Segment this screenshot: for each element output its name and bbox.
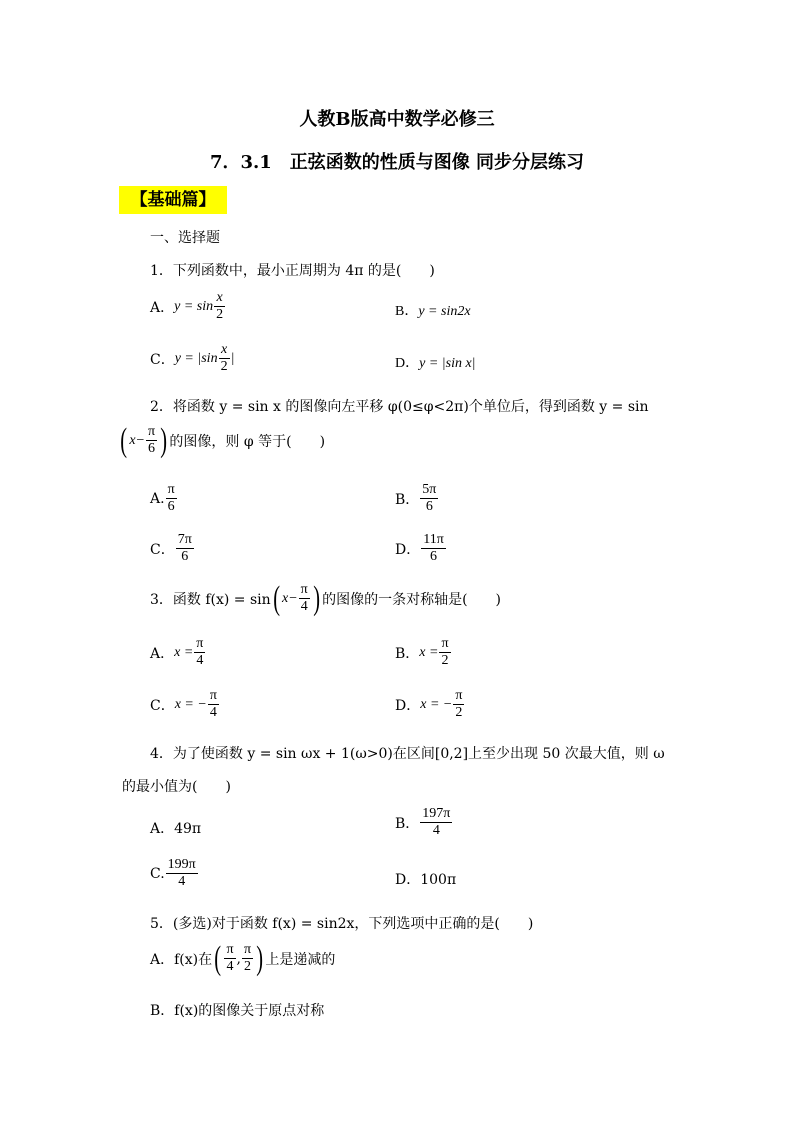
q2-a-den: 6 [167,499,175,514]
q1-a-num: x [214,290,225,307]
q3-right-paren: ) [313,579,320,617]
q1-c-tail: | [230,350,235,366]
q3-a-num: π [196,636,204,651]
q1-option-a [150,290,226,323]
q2-c-num: 7π [177,532,192,547]
document-title: 人教B版高中数学必修三 [299,109,495,130]
q2-num: π [148,424,156,439]
q2-option-d [395,532,447,565]
q5-a-fraction2 [242,942,253,975]
q4-b-prefix: B． [395,815,420,832]
q4-c-fraction [166,857,198,890]
q4-b-fraction [420,806,452,839]
q2-stem-line1: 2．将函数 y = sin x 的图像向左平移 φ(0≤φ<2π)个单位后，得到函数 y = sin [150,399,649,415]
q3-tail: 的图像的一条对称轴是( ) [322,591,502,608]
q3-inner: x− [282,590,298,606]
part-heading: 一、选择题 [150,230,220,246]
q2-left-paren: ( [120,421,128,459]
q2-b-prefix: B． [395,491,420,508]
q2-option-b [395,482,439,515]
q5-a-sep: , [236,950,241,967]
q5-option-a [150,939,336,977]
q2-b-den: 6 [425,499,433,514]
q2-a-prefix: A. [150,490,165,507]
q4-c-num: 199π [167,857,196,872]
q3-b-den: 2 [441,653,449,668]
document-subtitle: 7．3.1 正弦函数的性质与图像 同步分层练习 [209,152,585,173]
q1-a-fraction [214,290,225,323]
q2-option-c [150,532,195,565]
q5-a-num2: π [243,942,252,957]
q3-option-c [150,688,220,721]
section-badge: 【基础篇】 [119,186,227,214]
q3-option-a [150,636,206,669]
q4-option-b [395,806,453,839]
q3-d-num: π [455,688,463,703]
q5-right-paren: ) [256,939,264,977]
q5-a-prefix: A．f(x)在 [150,951,213,968]
q1-c-prefix: C． [150,351,175,368]
q3-num: π [300,582,308,597]
q1-option-c [150,342,234,375]
q1-a-den: 2 [216,307,224,322]
q4-stem-line2: 的最小值为( ) [122,779,231,795]
q1-a-expr: y = sin [174,298,214,314]
q2-d-den: 6 [430,549,438,564]
q3-d-den: 2 [455,705,463,720]
q3-head: 3．函数 f(x) = sin [150,591,271,608]
q2-right-paren: ) [160,421,168,459]
q4-option-c [150,857,199,890]
q5-a-num1: π [226,942,234,957]
q5-left-paren: ( [214,939,222,977]
q5-a-fraction1 [224,942,235,975]
q1-stem: 1．下列函数中，最小正周期为 4π 的是( ) [150,263,435,279]
q3-option-d [395,688,465,721]
q1-c-num: x [219,342,230,359]
q3-a-fraction [194,636,205,669]
q2-a-num: π [167,482,175,497]
q1-c-den: 2 [220,359,228,374]
q4-b-den: 4 [432,823,440,838]
q1-a-prefix: A． [150,299,175,316]
q2-b-fraction [420,482,438,515]
q2-c-prefix: C． [150,541,175,558]
q3-a-den: 4 [196,653,204,668]
q3-fraction [299,582,310,615]
q4-b-num: 197π [422,806,451,821]
q2-inner: x− [129,432,145,448]
q2-tail: 的图像，则 φ 等于( ) [169,433,326,450]
q2-c-fraction [176,532,194,565]
q5-a-den2: 2 [244,959,252,974]
q1-d-prefix: D． [395,356,420,371]
q2-d-prefix: D． [395,541,421,558]
q2-a-fraction [166,482,177,515]
q4-option-d: D．100π [395,872,457,888]
q3-b-num: π [441,636,449,651]
q2-c-den: 6 [181,549,189,564]
q4-option-a: A．49π [150,821,202,837]
q1-c-fraction [219,342,230,375]
q4-c-den: 4 [178,874,186,889]
q3-stem [150,579,502,617]
q2-b-num: 5π [422,482,437,497]
q3-option-b [395,636,452,669]
q1-c-expr: y = |sin [174,350,218,366]
q2-stem-line2 [118,421,326,459]
q3-b-fraction [439,636,450,669]
q1-b-expr: y = sin2x [418,304,471,319]
q5-a-tail: 上是递减的 [265,951,336,968]
q2-d-fraction [421,532,446,565]
q2-d-num: 11π [423,532,444,547]
q3-d-fraction [453,688,464,721]
q3-d-expr: x = − [420,696,453,712]
q3-b-expr: x = [419,644,439,660]
q1-d-expr: y = |sin x| [419,356,476,371]
q5-option-b: B．f(x)的图像关于原点对称 [150,1003,325,1019]
q2-den: 6 [148,441,156,456]
q2-fraction [146,424,157,457]
q5-a-den1: 4 [226,959,234,974]
q3-c-den: 4 [209,705,217,720]
q3-a-prefix: A． [150,645,175,662]
q2-option-a [150,482,178,515]
q3-d-prefix: D． [395,697,421,714]
q3-c-expr: x = − [174,696,207,712]
q3-c-fraction [208,688,219,721]
q5-stem: 5．(多选)对于函数 f(x) = sin2x，下列选项中正确的是( ) [150,916,534,932]
q4-c-prefix: C. [150,865,165,882]
q1-b-prefix: B． [395,304,419,319]
q1-option-b [395,300,471,320]
q3-left-paren: ( [272,579,280,617]
q3-c-prefix: C． [150,697,175,714]
q3-b-prefix: B． [395,645,420,662]
q3-den: 4 [300,599,308,614]
q3-c-num: π [209,688,217,703]
q1-option-d [395,352,476,372]
q4-stem-line1: 4．为了使函数 y = sin ωx + 1(ω>0)在区间[0,2]上至少出现 50 次最大值，则 ω [150,746,665,762]
q3-a-expr: x = [174,644,194,660]
